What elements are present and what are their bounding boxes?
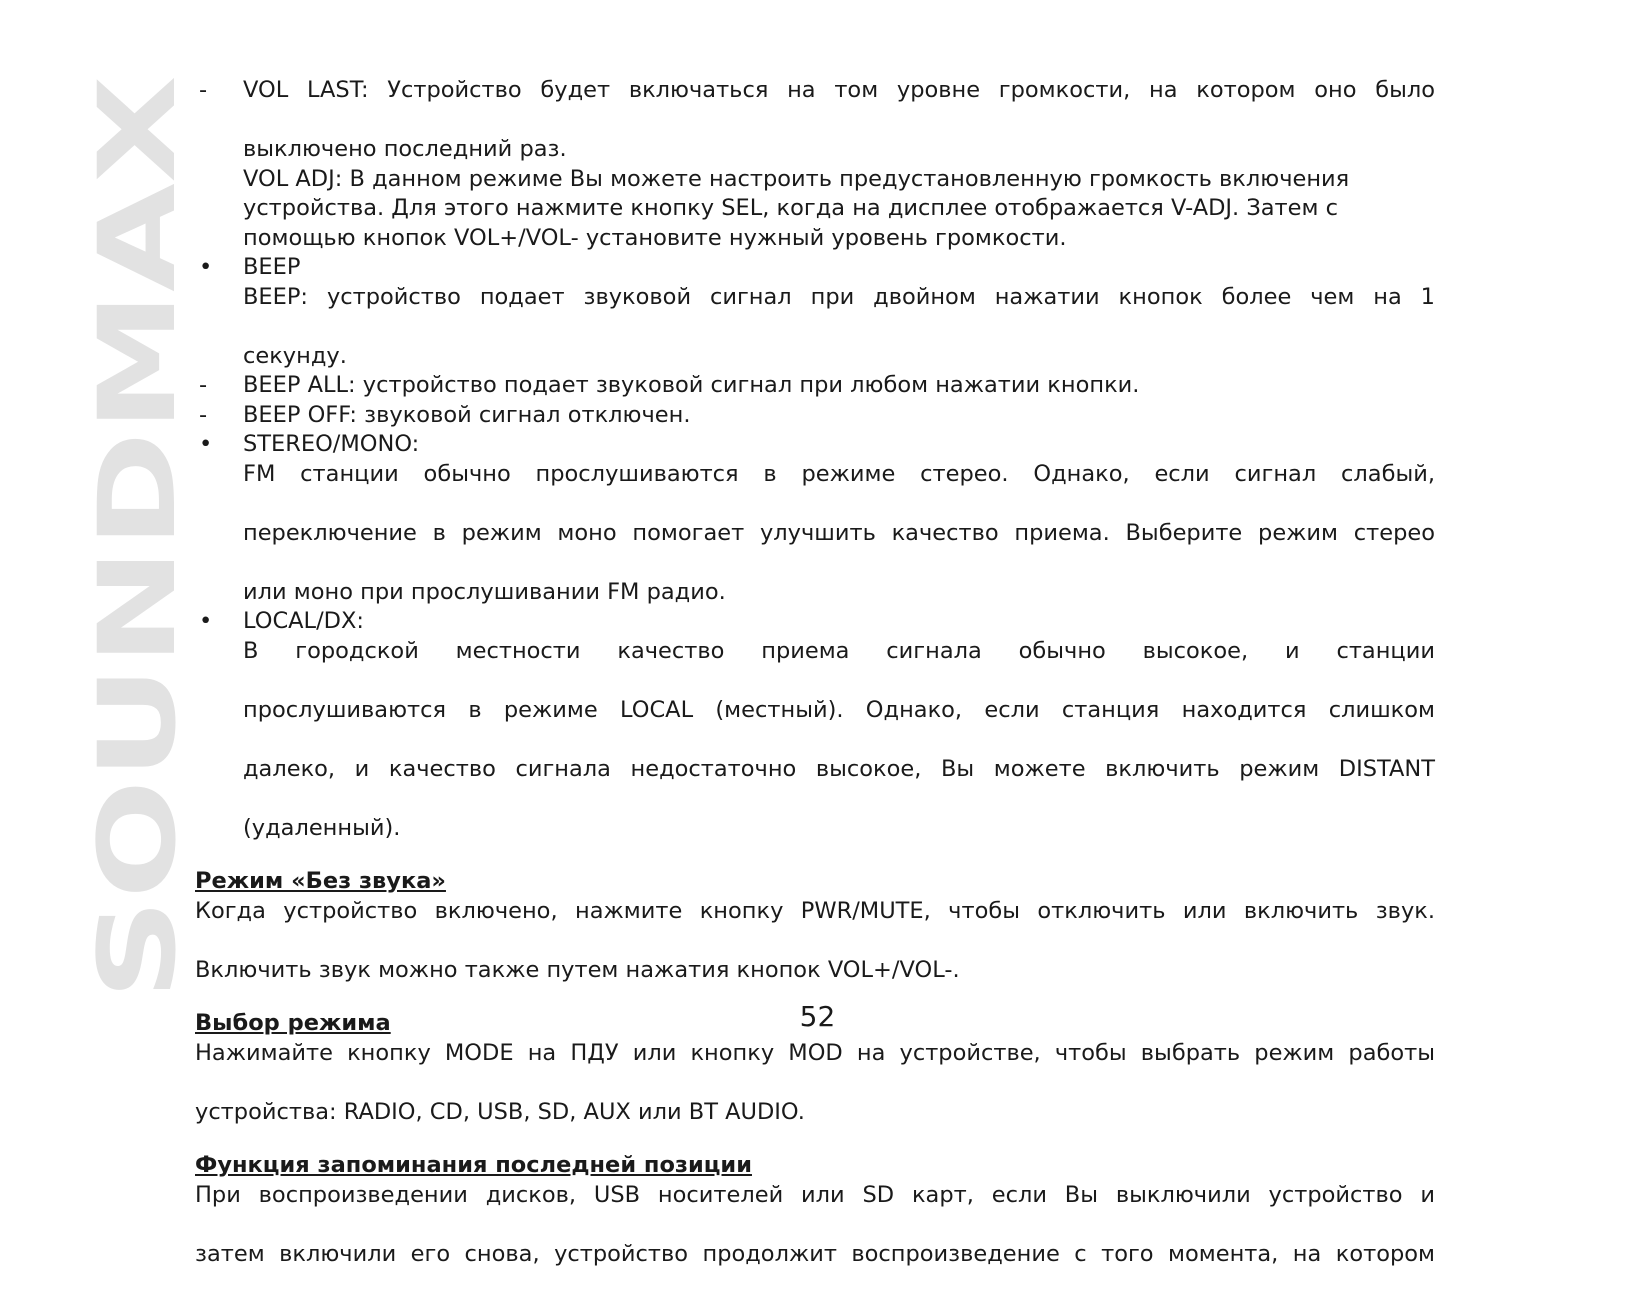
list-line: BEEP — [243, 254, 301, 280]
page-number: 52 — [799, 1000, 836, 1033]
list-item — [195, 607, 1435, 637]
list-item — [195, 371, 1435, 401]
list-line: прослушиваются в режиме LOCAL (местный). Однако, если станция находится слишком — [243, 696, 1435, 723]
list-line: выключено последний раз. — [243, 136, 567, 162]
bullet-marker: • — [199, 608, 213, 634]
bullet-marker: • — [199, 254, 213, 280]
list-line: BEEP OFF: звуковой сигнал отключен. — [243, 401, 691, 428]
list-marker: - — [199, 372, 208, 398]
list-item — [195, 165, 1435, 254]
list-line: VOL ADJ: В данном режиме Вы можете настроить предустановленную громкость включения — [243, 165, 1350, 192]
section-line: Включить звук можно также путем нажатия кнопок VOL+/VOL-. — [195, 956, 960, 983]
section-line: Нажимайте кнопку MODE на ПДУ или кнопку MOD на устройстве, чтобы выбрать режим работы — [195, 1039, 1435, 1066]
list-item — [195, 253, 1435, 283]
list-item — [195, 283, 1435, 372]
list-item — [195, 460, 1435, 608]
list-line: далеко, и качество сигнала недостаточно высокое, Вы можете включить режим DISTANT — [243, 755, 1435, 782]
section-heading: Выбор режима — [195, 1010, 391, 1036]
list-line: FM станции обычно прослушиваются в режиме стерео. Однако, если сигнал слабый, — [243, 460, 1435, 487]
brand-watermark-logo — [76, 70, 199, 1000]
list-line: BEEP: устройство подает звуковой сигнал при двойном нажатии кнопок более чем на 1 — [243, 283, 1435, 310]
section-line: устройства: RADIO, CD, USB, SD, AUX или BT AUDIO. — [195, 1098, 805, 1125]
section-line: Когда устройство включено, нажмите кнопку PWR/MUTE, чтобы отключить или включить звук. — [195, 897, 1435, 924]
list-line: или моно при прослушивании FM радио. — [243, 578, 726, 605]
list-line: BEEP ALL: устройство подает звуковой сигнал при любом нажатии кнопки. — [243, 372, 1140, 398]
soundmax-logo-icon — [76, 70, 199, 1000]
section-heading: Режим «Без звука» — [195, 868, 446, 894]
section-last-position — [195, 1127, 1435, 1299]
list-line: VOL LAST: Устройство будет включаться на том уровне громкости, на котором оно было — [243, 77, 1435, 103]
list-item — [195, 637, 1435, 844]
section-line: При воспроизведении дисков, USB носителей или SD карт, если Вы выключили устройство и — [195, 1181, 1435, 1208]
section-heading: Функция запоминания последней позиции — [195, 1152, 752, 1178]
list-line: LOCAL/DX: — [243, 608, 364, 634]
list-marker: - — [199, 77, 208, 103]
settings-list — [195, 76, 1435, 843]
list-line: STEREO/MONO: — [243, 431, 420, 457]
list-item — [195, 76, 1435, 165]
section-line: затем включили его снова, устройство продолжит воспроизведение с того момента, на котором — [195, 1240, 1435, 1267]
list-item — [195, 401, 1435, 431]
list-line: помощью кнопок VOL+/VOL- установите нужный уровень громкости. — [243, 224, 1067, 251]
list-line: переключение в режим моно помогает улучшить качество приема. Выберите режим стерео — [243, 519, 1435, 546]
list-line: секунду. — [243, 342, 347, 369]
list-item — [195, 430, 1435, 460]
section-mute — [195, 843, 1435, 985]
document-body — [195, 76, 1435, 1299]
list-line: устройства. Для этого нажмите кнопку SEL, когда на дисплее отображается V-ADJ. Затем с — [243, 195, 1339, 221]
bullet-marker: • — [199, 431, 213, 457]
list-line: В городской местности качество приема сигнала обычно высокое, и станции — [243, 637, 1435, 664]
list-line: (удаленный). — [243, 814, 401, 841]
watermark-text: SOUNDMAX — [76, 301, 199, 1000]
list-marker: - — [199, 401, 208, 428]
